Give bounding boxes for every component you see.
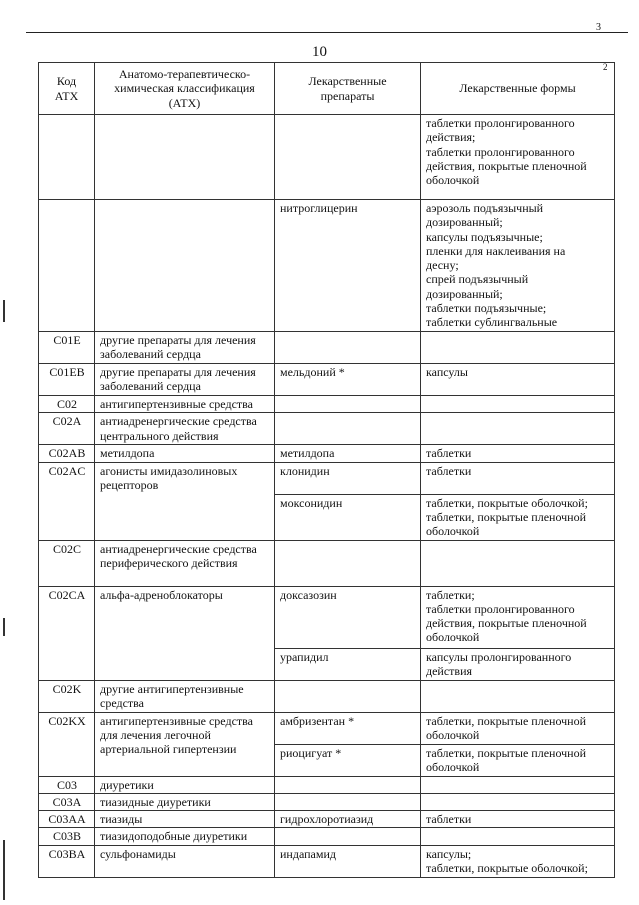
table-row [39,845,615,877]
cell-forms: таблетки [421,462,615,494]
cell-forms: таблетки пролонгированного действия; таблетки пролонгированного действия, покрытые пленочной оболочкой [421,115,615,200]
table-row [39,776,615,793]
table-row [39,462,615,494]
cell-forms [421,793,615,810]
table-row [39,712,615,744]
cell-drug [275,680,421,712]
cell-forms: капсулы пролонгированного действия [421,648,615,680]
scan-edge-mark [3,300,5,322]
cell-drug: доксазозин [275,586,421,648]
cell-drug [275,115,421,200]
cell-classification: диуретики [95,776,275,793]
cell-drug: метилдопа [275,445,421,462]
cell-forms [421,540,615,586]
cell-forms: капсулы [421,364,615,396]
header-forms: Лекарственные формы [421,63,615,115]
cell-forms: аэрозоль подъязычный дозированный; капсулы подъязычные; пленки для наклеивания на десну; спрей подъязычный дозированный; таблетки подъязычные; таблетки сублингвальные [421,200,615,332]
cell-forms [421,828,615,845]
cell-drug [275,776,421,793]
table-row [39,540,615,586]
table-row [39,413,615,445]
cell-forms [421,680,615,712]
cell-code: C03BA [39,845,95,877]
cell-forms [421,396,615,413]
cell-code: C03A [39,793,95,810]
cell-code: C02AC [39,462,95,540]
cell-classification: тиазидные диуретики [95,793,275,810]
table-row [39,680,615,712]
cell-drug [275,828,421,845]
cell-drug: мельдоний * [275,364,421,396]
cell-classification: антигипертензивные средства [95,396,275,413]
table-row [39,811,615,828]
header-classification: Анатомо-терапевтическо- химическая классификация (АТХ) [95,63,275,115]
cell-classification: антигипертензивные средства для лечения легочной артериальной гипертензии [95,712,275,776]
cell-classification [95,200,275,332]
table-row [39,586,615,648]
cell-classification [95,115,275,200]
cell-forms [421,776,615,793]
cell-code: C03AA [39,811,95,828]
cell-drug: риоцигуат * [275,744,421,776]
cell-code: C02KX [39,712,95,776]
cell-drug: моксонидин [275,494,421,540]
cell-drug: гидрохлоротиазид [275,811,421,828]
cell-forms: таблетки, покрытые пленочной оболочкой [421,744,615,776]
atx-table [38,62,615,878]
cell-code: C02CA [39,586,95,680]
cell-drug: нитроглицерин [275,200,421,332]
cell-code [39,200,95,332]
cell-code: C03 [39,776,95,793]
table-row [39,115,615,200]
cell-code: C02AB [39,445,95,462]
cell-drug [275,540,421,586]
cell-drug: амбризентан * [275,712,421,744]
header-code: Код АТХ [39,63,95,115]
cell-drug: индапамид [275,845,421,877]
cell-classification: антиадренергические средства периферического действия [95,540,275,586]
cell-drug [275,793,421,810]
cell-code: C02 [39,396,95,413]
table-row [39,828,615,845]
corner-mark: 3 [596,22,601,33]
cell-drug: урапидил [275,648,421,680]
cell-drug [275,396,421,413]
scan-edge-mark [3,618,5,636]
cell-classification: антиадренергические средства центрального действия [95,413,275,445]
cell-forms: таблетки [421,445,615,462]
cell-classification: тиазидоподобные диуретики [95,828,275,845]
cell-forms: таблетки, покрытые оболочкой; таблетки, покрытые пленочной оболочкой [421,494,615,540]
table-row [39,396,615,413]
cell-forms: таблетки; таблетки пролонгированного действия, покрытые пленочной оболочкой [421,586,615,648]
table-row [39,793,615,810]
cell-classification: альфа-адреноблокаторы [95,586,275,680]
cell-classification: метилдопа [95,445,275,462]
cell-forms: таблетки, покрытые пленочной оболочкой [421,712,615,744]
table-row [39,445,615,462]
cell-forms: таблетки [421,811,615,828]
cell-drug [275,413,421,445]
cell-forms: капсулы; таблетки, покрытые оболочкой; [421,845,615,877]
cell-code: C02C [39,540,95,586]
cell-forms [421,413,615,445]
table-row [39,200,615,332]
table-row [39,364,615,396]
cell-classification: другие препараты для лечения заболеваний сердца [95,364,275,396]
cell-classification: агонисты имидазолиновых рецепторов [95,462,275,540]
cell-code: C02K [39,680,95,712]
cell-drug: клонидин [275,462,421,494]
cell-code: C01E [39,332,95,364]
top-rule [26,32,628,33]
cell-classification: другие антигипертензивные средства [95,680,275,712]
page-number: 10 [312,44,327,60]
cell-code: C01EB [39,364,95,396]
cell-forms [421,332,615,364]
cell-code [39,115,95,200]
cell-classification: тиазиды [95,811,275,828]
scan-edge-mark [3,840,5,900]
side-mark: 2 [603,62,608,72]
cell-code: C02A [39,413,95,445]
table-header-row [39,63,615,115]
cell-classification: другие препараты для лечения заболеваний сердца [95,332,275,364]
header-drugs: Лекарственные препараты [275,63,421,115]
table-row [39,332,615,364]
cell-code: C03B [39,828,95,845]
cell-drug [275,332,421,364]
cell-classification: сульфонамиды [95,845,275,877]
